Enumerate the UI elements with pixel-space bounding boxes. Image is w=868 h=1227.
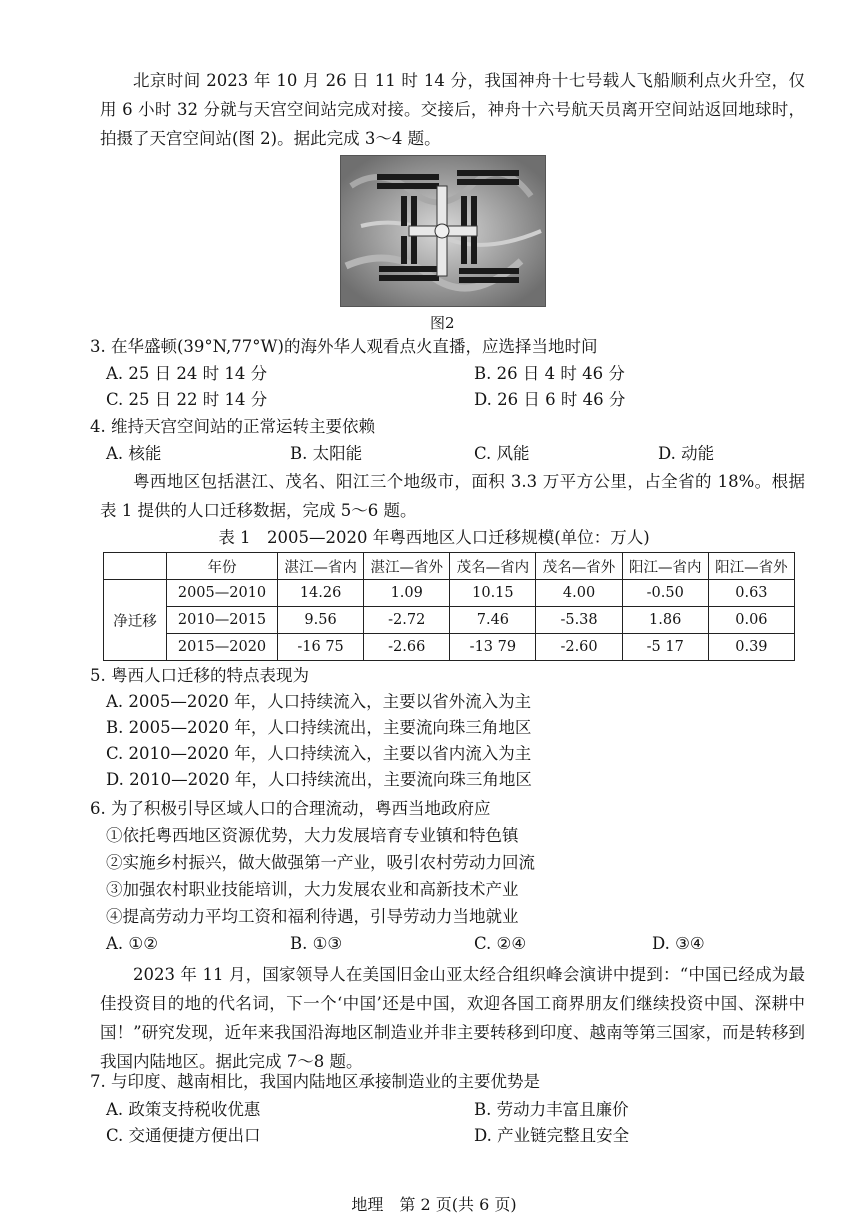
q6-option-c: C. ②④	[474, 934, 527, 953]
q6-item-3: ③加强农村职业技能培训，大力发展农业和高新技术产业	[106, 880, 519, 899]
header-maoming-out: 茂名—省外	[536, 553, 622, 580]
q7-option-a: A. 政策支持税收优惠	[106, 1100, 261, 1119]
q3-option-d: D. 26 日 6 时 46 分	[474, 390, 626, 409]
row-label: 净迁移	[104, 580, 167, 661]
table-cell: 2015—2020	[167, 634, 278, 661]
q5-stem: 5. 粤西人口迁移的特点表现为	[90, 666, 309, 685]
q5-option-a: A. 2005—2020 年，人口持续流入，主要以省外流入为主	[106, 692, 532, 711]
table-cell: 2005—2010	[167, 580, 278, 607]
table-cell: -2.60	[536, 634, 622, 661]
table-cell: 0.39	[708, 634, 794, 661]
table-row	[104, 607, 795, 634]
q4-stem: 4. 维持天宫空间站的正常运转主要依赖	[90, 417, 375, 436]
intro-yuexi: 粤西地区包括湛江、茂名、阳江三个地级市，面积 3.3 万平方公里，占全省的 18%。根据表 1 提供的人口迁移数据，完成 5～6 题。	[100, 472, 805, 520]
table-cell: -5.38	[536, 607, 622, 634]
q6-stem: 6. 为了积极引导区域人口的合理流动，粤西当地政府应	[90, 799, 491, 818]
q6-item-4: ④提高劳动力平均工资和福利待遇，引导劳动力当地就业	[106, 907, 519, 926]
header-maoming-in: 茂名—省内	[450, 553, 536, 580]
table-cell: -13 79	[450, 634, 536, 661]
table-cell: 1.09	[364, 580, 450, 607]
q6-option-a: A. ①②	[106, 934, 158, 953]
q3-stem: 3. 在华盛顿(39°N,77°W)的海外华人观看点火直播，应选择当地时间	[90, 337, 598, 356]
table-cell: 0.63	[708, 580, 794, 607]
table-cell: 2010—2015	[167, 607, 278, 634]
q7-stem: 7. 与印度、越南相比，我国内陆地区承接制造业的主要优势是	[90, 1072, 540, 1091]
q5-option-d: D. 2010—2020 年，人口持续流出，主要流向珠三角地区	[106, 770, 532, 789]
q4-option-c: C. 风能	[474, 444, 530, 463]
q5-option-b: B. 2005—2020 年，人口持续流出，主要流向珠三角地区	[106, 718, 532, 737]
q7-option-b: B. 劳动力丰富且廉价	[474, 1100, 629, 1119]
q6-item-2: ②实施乡村振兴，做大做强第一产业，吸引农村劳动力回流	[106, 853, 535, 872]
q6-item-1: ①依托粤西地区资源优势，大力发展培育专业镇和特色镇	[106, 826, 519, 845]
header-yangjiang-in: 阳江—省内	[622, 553, 708, 580]
table-cell: 10.15	[450, 580, 536, 607]
figure-caption: 图2	[430, 314, 455, 332]
table-cell: -2.66	[364, 634, 450, 661]
space-station-photo	[340, 155, 546, 307]
intro-manufacturing: 2023 年 11 月，国家领导人在美国旧金山亚太经合组织峰会演讲中提到：“中国已经成为最佳投资目的地的代名词，下一个‘中国’还是中国，欢迎各国工商界朋友们继续投资中国、深耕中国！”研究发现，近年来我国沿海地区制造业并非主要转移到印度、越南等第三国家，而是转移到我国内陆地区。据此完成 7～8 题。	[100, 965, 805, 1071]
migration-table	[103, 552, 795, 661]
table-cell: 9.56	[278, 607, 364, 634]
table-cell: 14.26	[278, 580, 364, 607]
table-row	[104, 634, 795, 661]
table-cell: -0.50	[622, 580, 708, 607]
q6-option-d: D. ③④	[652, 934, 705, 953]
q6-option-b: B. ①③	[290, 934, 343, 953]
q4-option-a: A. 核能	[106, 444, 162, 463]
table-cell: 4.00	[536, 580, 622, 607]
table-header-row	[104, 553, 795, 580]
table-title: 表 1 2005—2020 年粤西地区人口迁移规模(单位：万人)	[218, 528, 650, 547]
table-cell: 1.86	[622, 607, 708, 634]
table-cell: -16 75	[278, 634, 364, 661]
intro-shenzhou: 北京时间 2023 年 10 月 26 日 11 时 14 分，我国神舟十七号载人飞船顺利点火升空，仅用 6 小时 32 分就与天宫空间站完成对接。交接后，神舟十六号航天员离开空间站返回地球时，拍摄了天宫空间站(图 2)。据此完成 3～4 题。	[100, 71, 805, 148]
q5-option-c: C. 2010—2020 年，人口持续流入，主要以省内流入为主	[106, 744, 532, 763]
header-yangjiang-out: 阳江—省外	[708, 553, 794, 580]
q3-option-c: C. 25 日 22 时 14 分	[106, 390, 268, 409]
table-cell: 7.46	[450, 607, 536, 634]
header-zhanjiang-out: 湛江—省外	[364, 553, 450, 580]
q4-option-d: D. 动能	[658, 444, 715, 463]
header-zhanjiang-in: 湛江—省内	[278, 553, 364, 580]
q7-option-d: D. 产业链完整且安全	[474, 1126, 630, 1145]
q4-option-b: B. 太阳能	[290, 444, 363, 463]
table-cell: 0.06	[708, 607, 794, 634]
page-footer: 地理 第 2 页(共 6 页)	[351, 1195, 517, 1214]
q3-option-b: B. 26 日 4 时 46 分	[474, 364, 625, 383]
q3-option-a: A. 25 日 24 时 14 分	[106, 364, 268, 383]
table-cell: -2.72	[364, 607, 450, 634]
q7-option-c: C. 交通便捷方便出口	[106, 1126, 261, 1145]
space-station-image	[341, 156, 545, 306]
table-row	[104, 580, 795, 607]
table-cell: -5 17	[622, 634, 708, 661]
header-blank	[104, 553, 167, 580]
header-year: 年份	[167, 553, 278, 580]
